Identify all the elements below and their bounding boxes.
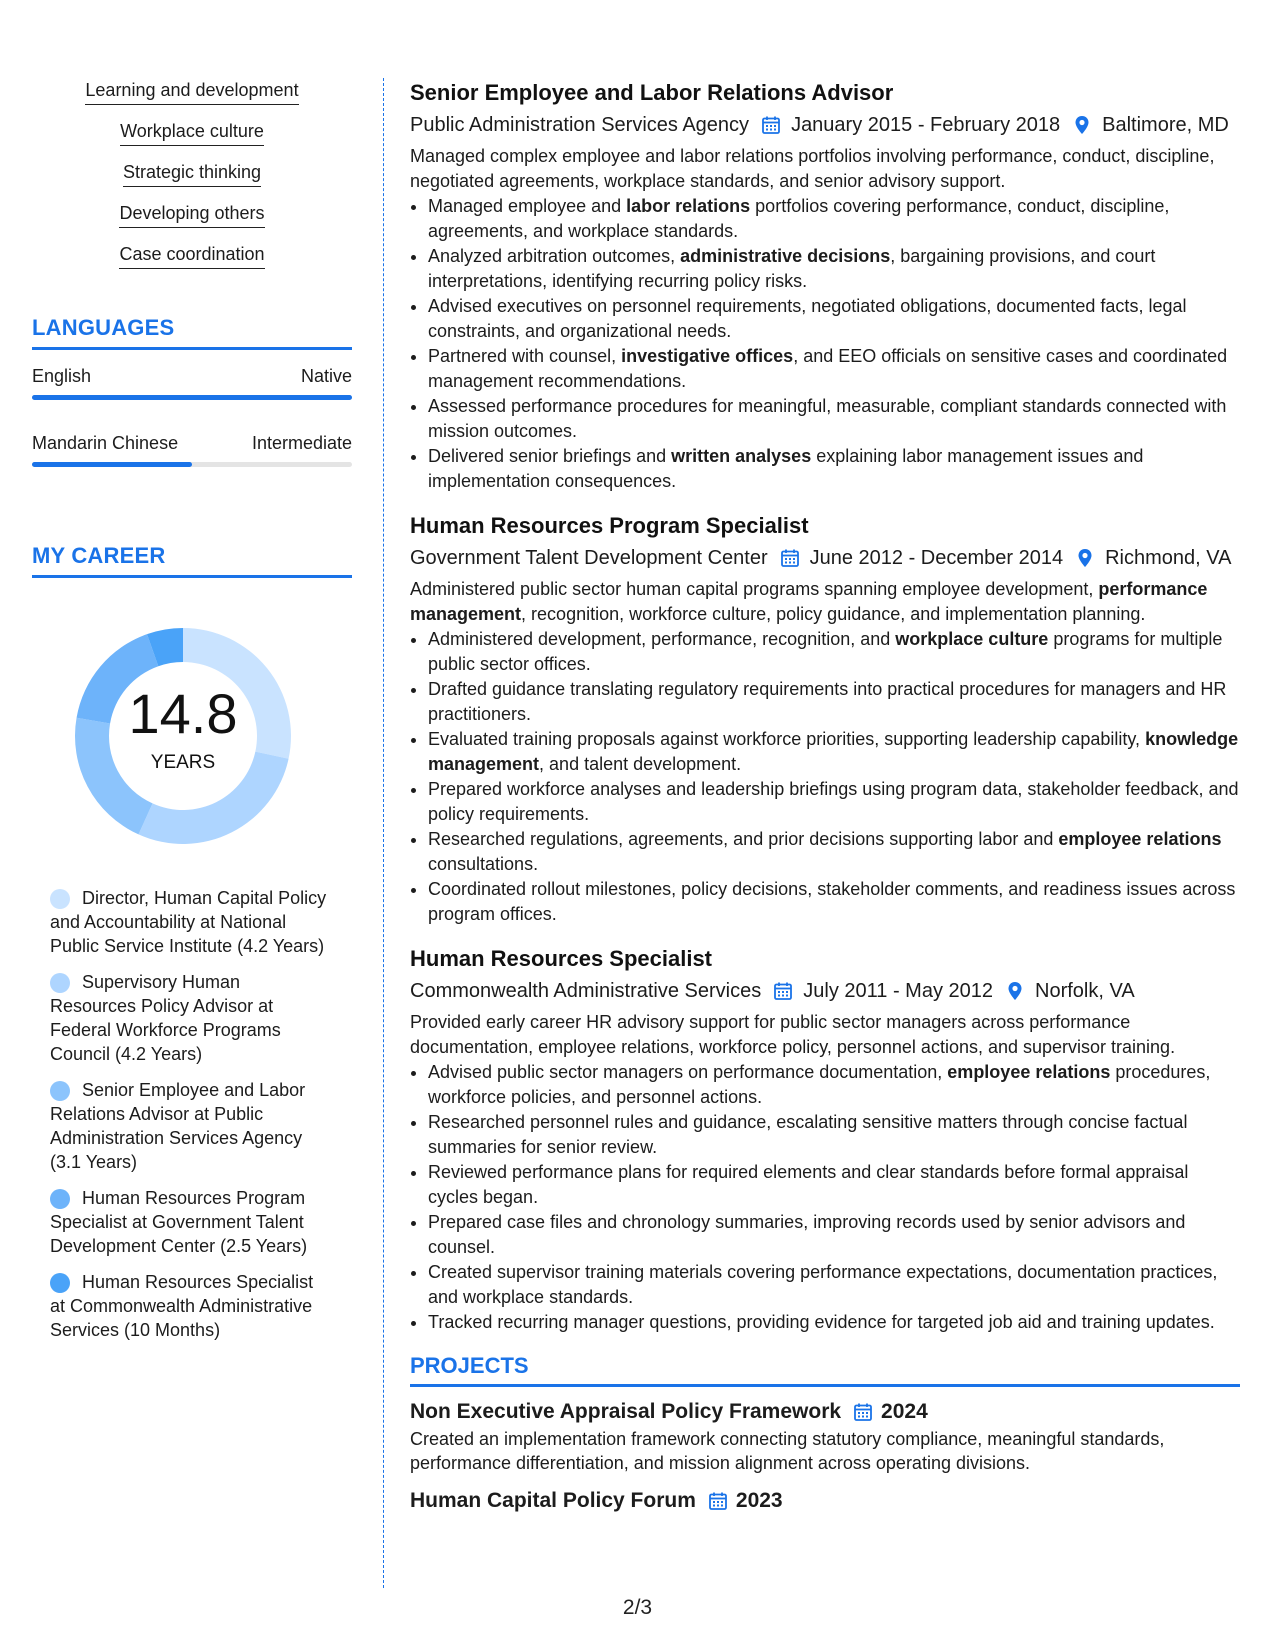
column-divider xyxy=(383,78,384,1588)
project-name: Non Executive Appraisal Policy Framework xyxy=(410,1399,842,1423)
job-summary: Provided early career HR advisory support for public sector managers across performance documentation, employee relations, workforce policy, personnel actions, and supervisor training. xyxy=(410,1012,1176,1057)
bullet-item: • Delivered senior briefings and written analyses explaining labor management issues and implementation consequences. xyxy=(428,444,1240,493)
bullet-item: • Assessed performance procedures for meaningful, measurable, compliant standards connected with mission outcomes. xyxy=(428,394,1240,443)
language-level-bar xyxy=(32,395,352,400)
job-dates: June 2012 - December 2014 xyxy=(809,547,1064,569)
projects-heading: PROJECTS xyxy=(410,1353,1240,1387)
project-name: Human Capital Policy Forum xyxy=(410,1488,696,1512)
legend-dot-icon xyxy=(50,1081,70,1101)
bullet-item: • Reviewed performance plans for required elements and clear standards before formal appraisal cycles began. xyxy=(428,1160,1240,1209)
skill-item: Developing others xyxy=(119,203,264,228)
job-dates: July 2011 - May 2012 xyxy=(803,980,993,1002)
main-content xyxy=(410,78,1240,1516)
career-legend-item: Human Resources Program Specialist at Government Talent Development Center (2.5 Years) xyxy=(50,1188,308,1256)
job-title: Human Resources Specialist xyxy=(410,946,713,971)
page-number: 2/3 xyxy=(622,1596,653,1619)
bullet-item: • Prepared case files and chronology summaries, improving records used by senior advisors and counsel. xyxy=(428,1210,1240,1259)
career-donut-chart xyxy=(67,620,299,852)
job-bullets xyxy=(410,1060,1240,1335)
bullet-item: • Advised executives on personnel requirements, negotiated obligations, documented facts, legal constraints, and organizational needs. xyxy=(428,294,1240,343)
job-bullets xyxy=(410,194,1240,493)
bullet-item: • Created supervisor training materials covering performance expectations, documentation practices, and workplace standards. xyxy=(428,1260,1240,1309)
bullet-item: • Managed employee and labor relations portfolios covering performance, conduct, discipline, agreements, and workplace standards. xyxy=(428,194,1240,243)
calendar-icon xyxy=(773,981,793,1001)
job-dates: January 2015 - February 2018 xyxy=(791,114,1061,136)
career-total-years: 14.8 xyxy=(128,682,238,745)
bullet-item: • Prepared workforce analyses and leadership briefings using program data, stakeholder feedback, and policy requirements. xyxy=(428,777,1240,826)
language-entry xyxy=(32,366,352,400)
skill-item: Case coordination xyxy=(119,244,264,269)
bullet-item: • Tracked recurring manager questions, providing evidence for targeted job aid and training updates. xyxy=(428,1310,1240,1335)
company-name: Commonwealth Administrative Services xyxy=(410,980,762,1002)
bullet-item: • Drafted guidance translating regulatory requirements into practical procedures for managers and HR practitioners. xyxy=(428,677,1240,726)
job-location: Baltimore, MD xyxy=(1102,114,1229,136)
bullet-item: • Analyzed arbitration outcomes, administrative decisions, bargaining provisions, and court interpretations, identifying recurring policy risks. xyxy=(428,244,1240,293)
location-pin-icon xyxy=(1072,115,1092,135)
bullet-item: • Researched personnel rules and guidance, escalating sensitive matters through concise factual summaries for senior review. xyxy=(428,1110,1240,1159)
career-heading: MY CAREER xyxy=(32,543,352,578)
bullet-item: • Advised public sector managers on performance documentation, employee relations procedures, workforce policies, and personnel actions. xyxy=(428,1060,1240,1109)
legend-dot-icon xyxy=(50,973,70,993)
location-pin-icon xyxy=(1075,548,1095,568)
career-legend-item: Human Resources Specialist at Commonwealth Administrative Services (10 Months) xyxy=(50,1272,314,1340)
job-summary: Administered public sector human capital programs spanning employee development, performance management, recognition, workforce culture, policy guidance, and implementation planning. xyxy=(410,579,1208,624)
language-level-bar xyxy=(32,462,352,467)
job-title: Senior Employee and Labor Relations Advisor xyxy=(410,80,894,105)
skill-item: Strategic thinking xyxy=(123,162,261,187)
language-level-fill xyxy=(32,395,352,400)
company-name: Government Talent Development Center xyxy=(410,547,768,569)
career-legend-item: Senior Employee and Labor Relations Advisor at Public Administration Services Agency (3.1 Years) xyxy=(50,1080,306,1172)
experience-entry xyxy=(410,511,1240,926)
job-location: Richmond, VA xyxy=(1105,547,1232,569)
calendar-icon xyxy=(780,548,800,568)
skills-list xyxy=(32,80,352,269)
project-year: 2024 xyxy=(881,1399,928,1423)
skill-item: Learning and development xyxy=(85,80,298,105)
bullet-item: • Partnered with counsel, investigative offices, and EEO officials on sensitive cases and coordinated management recommendations. xyxy=(428,344,1240,393)
language-level: Native xyxy=(300,366,352,386)
career-legend-item: Supervisory Human Resources Policy Advisor at Federal Workforce Programs Council (4.2 Years) xyxy=(50,972,281,1064)
legend-dot-icon xyxy=(50,1273,70,1293)
languages-heading: LANGUAGES xyxy=(32,315,352,350)
location-pin-icon xyxy=(1005,981,1025,1001)
language-entry xyxy=(32,433,352,467)
job-location: Norfolk, VA xyxy=(1035,980,1135,1002)
job-title: Human Resources Program Specialist xyxy=(410,513,809,538)
language-level-fill xyxy=(32,462,192,467)
calendar-icon xyxy=(853,1402,873,1422)
career-legend-item: Director, Human Capital Policy and Accountability at National Public Service Institute (4.2 Years) xyxy=(50,888,327,956)
career-legend xyxy=(50,886,330,1342)
experience-entry xyxy=(410,944,1240,1335)
sidebar xyxy=(32,80,352,1354)
bullet-item: • Coordinated rollout milestones, policy decisions, stakeholder comments, and readiness issues across program offices. xyxy=(428,877,1240,926)
bullet-item: • Researched regulations, agreements, and prior decisions supporting labor and employee relations consultations. xyxy=(428,827,1240,876)
legend-dot-icon xyxy=(50,889,70,909)
project-description: Created an implementation framework connecting statutory compliance, meaningful standards, performance differentiation, and mission alignment across operating divisions. xyxy=(410,1428,1165,1473)
calendar-icon xyxy=(708,1491,728,1511)
project-entry xyxy=(410,1486,1240,1516)
skill-item: Workplace culture xyxy=(120,121,264,146)
company-name: Public Administration Services Agency xyxy=(410,114,750,136)
bullet-item: • Administered development, performance, recognition, and workplace culture programs for multiple public sector offices. xyxy=(428,627,1240,676)
bullet-item: • Evaluated training proposals against workforce priorities, supporting leadership capability, knowledge management, and talent development. xyxy=(428,727,1240,776)
calendar-icon xyxy=(761,115,781,135)
project-entry xyxy=(410,1397,1240,1476)
experience-entry xyxy=(410,78,1240,493)
project-year: 2023 xyxy=(735,1488,783,1512)
legend-dot-icon xyxy=(50,1189,70,1209)
job-bullets xyxy=(410,627,1240,926)
language-level: Intermediate xyxy=(251,433,352,453)
job-summary: Managed complex employee and labor relations portfolios involving performance, conduct, discipline, negotiated agreements, workplace standards, and senior advisory support. xyxy=(410,146,1215,191)
language-name: Mandarin Chinese xyxy=(32,433,179,453)
language-name: English xyxy=(32,366,92,386)
career-total-unit: YEARS xyxy=(150,752,216,773)
